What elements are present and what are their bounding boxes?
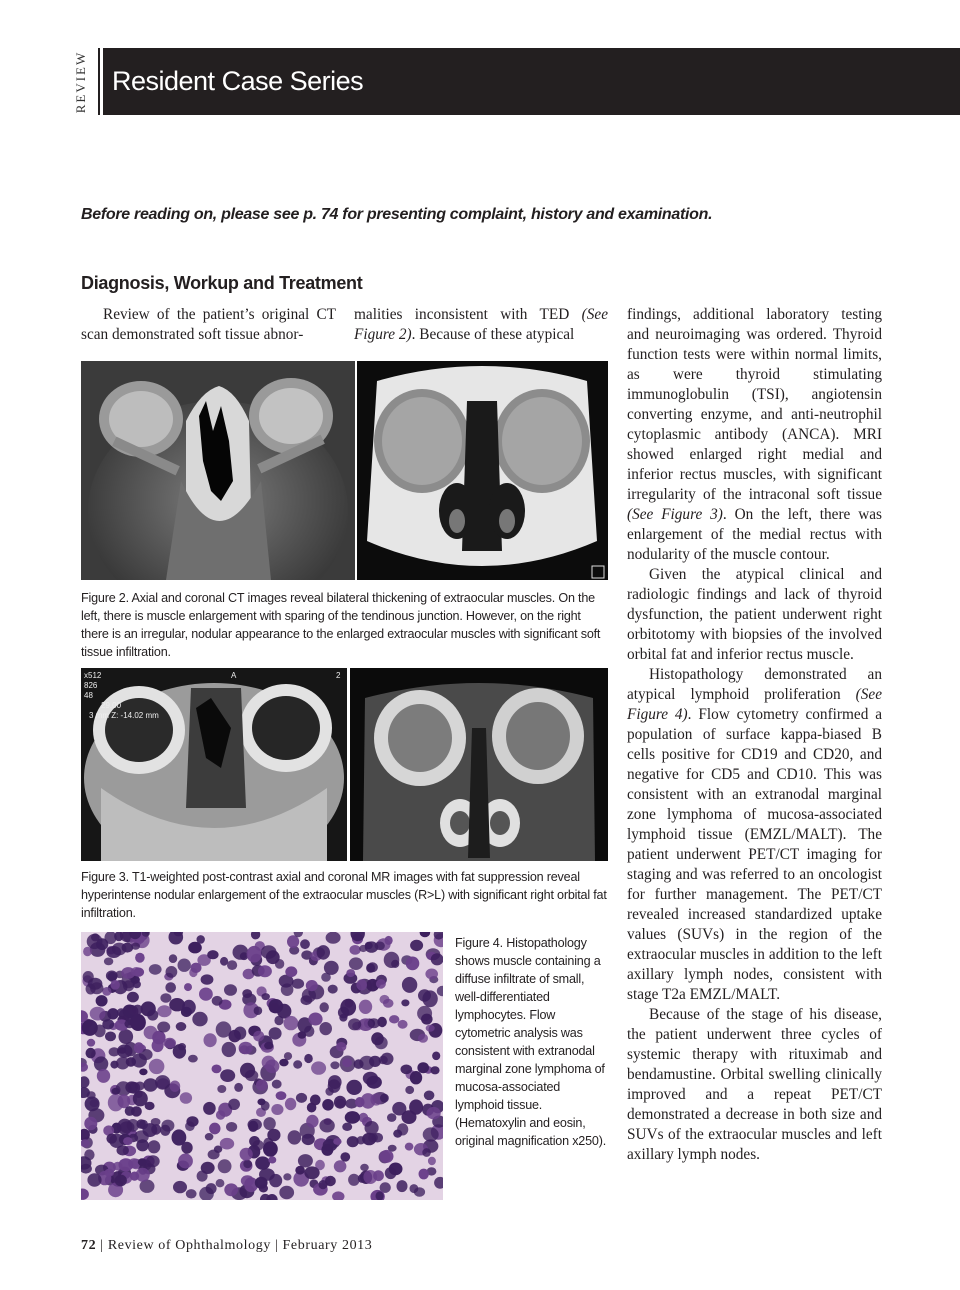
nucleus-mark [293, 1060, 302, 1068]
nucleus-mark [284, 1016, 299, 1030]
nucleus-mark [91, 933, 100, 941]
nucleus-mark [131, 943, 140, 950]
nucleus-mark [241, 1175, 254, 1186]
nucleus-mark [380, 995, 390, 1004]
overlay-text: 29.00 [101, 701, 122, 710]
nucleus-mark [401, 999, 409, 1006]
nucleus-mark [405, 1086, 414, 1094]
nucleus-mark [97, 1069, 110, 1083]
nucleus-mark [376, 1191, 384, 1200]
nucleus-mark [418, 1034, 428, 1043]
page-title: Resident Case Series [112, 66, 364, 96]
nucleus-mark [247, 946, 262, 963]
nucleus-mark [82, 1020, 98, 1036]
nucleus-mark [405, 1143, 414, 1151]
nucleus-mark [217, 1085, 226, 1093]
section-label: REVIEW [73, 50, 88, 114]
nucleus-mark [300, 939, 310, 949]
nucleus-mark [379, 1056, 388, 1064]
nucleus-mark [106, 1134, 117, 1144]
nucleus-mark [427, 1107, 441, 1119]
nucleus-mark [83, 971, 94, 983]
nucleus-mark [123, 980, 134, 991]
nucleus-mark [104, 958, 113, 966]
nucleus-mark [348, 1174, 360, 1186]
nucleus-mark [149, 1059, 165, 1074]
nucleus-mark [188, 1055, 198, 1063]
nucleus-mark [402, 977, 417, 993]
nucleus-mark [385, 1167, 397, 1179]
nucleus-mark [349, 957, 363, 970]
nucleus-mark [426, 1025, 435, 1032]
nucleus-mark [428, 1157, 436, 1165]
nucleus-mark [240, 1148, 253, 1161]
nucleus-mark [146, 1155, 160, 1167]
nucleus-mark [375, 942, 385, 951]
nucleus-mark [264, 1042, 273, 1050]
nucleus-mark [96, 995, 108, 1006]
nucleus-mark [373, 1170, 384, 1181]
nucleus-mark [285, 966, 297, 977]
nucleus-mark [133, 980, 141, 988]
nucleus-mark [170, 1081, 181, 1092]
nucleus-mark [199, 988, 213, 1001]
nucleus-mark [201, 974, 214, 984]
nucleus-mark [155, 1075, 170, 1090]
overlay-text: 826 [84, 681, 98, 690]
ct-coronal-image [357, 361, 608, 580]
nucleus-mark [283, 1173, 291, 1180]
paragraph: Histopathology demonstrated an atypical lymphoid proliferation (See Figure 4). Flow cytometry confirmed a population of surface kappa-biased B cells positive for CD19 and CD20, and negative for CD5 and CD10. This was consistent with an extranodal marginal zone lymphoma of mucosa-associated lymphoid tissue (EMZL/MALT). The patient underwent PET/CT imaging for staging and was referred to an oncologist for further management. The PET/CT revealed increased standardized uptake values (SUVs) in the region of the extraocular muscles in addition to the left axillary lymph nodes, consistent with stage T2a EMZL/MALT. [627, 666, 882, 1003]
nucleus-mark [178, 1154, 193, 1169]
nucleus-mark [292, 979, 304, 989]
nucleus-mark [228, 1099, 240, 1110]
paragraph: Given the atypical clinical and radiologic findings and lack of thyroid dysfunction, the patient underwent right orbitotomy with biopsies of the involved orbital fat and inferior rectus muscle. [627, 566, 882, 663]
nucleus-mark [363, 1072, 378, 1085]
nucleus-mark [218, 1159, 232, 1173]
journal-name: Review of Ophthalmology [107, 1238, 271, 1253]
histology-cells [81, 932, 443, 1200]
nucleus-mark [423, 1127, 439, 1141]
nucleus-mark [410, 940, 423, 951]
nucleus-mark [276, 1091, 287, 1100]
nucleus-mark [130, 1014, 146, 1031]
nucleus-mark [233, 945, 249, 960]
nucleus-mark [268, 999, 283, 1013]
nucleus-mark [328, 985, 338, 994]
nucleus-mark [207, 950, 218, 959]
overlay-text: x512 [84, 671, 102, 680]
nucleus-mark [417, 1006, 432, 1021]
nucleus-mark [212, 996, 223, 1006]
nucleus-mark [377, 1017, 387, 1027]
nucleus-mark [287, 935, 299, 948]
nucleus-mark [322, 1099, 334, 1111]
nucleus-mark [220, 1138, 234, 1150]
histopathology-image [81, 932, 443, 1200]
figure-3-caption: Figure 3. T1-weighted post-contrast axial and coronal MR images with fat suppression reveal hyperintense nodular enlargement of the extraocular muscles (R>L) with significant right orbital fat infiltration. [81, 870, 607, 920]
nucleus-mark [115, 1175, 127, 1187]
nucleus-mark [216, 1179, 225, 1187]
page-number: 72 [81, 1238, 97, 1253]
nucleus-mark [191, 963, 202, 973]
paragraph: Because of the stage of his disease, the patient underwent three cycles of systemic therapy with rituximab and bendamustine. Orbital swelling clinically improved and a repeat PET/CT demonstrated a decrease in both size and SUVs of the extraocular muscles and left axillary lymph nodes. [627, 1006, 882, 1163]
nucleus-mark [330, 1061, 339, 1069]
overlay-text: 2 [336, 671, 341, 680]
nucleus-mark [147, 1010, 158, 1021]
nucleus-mark [109, 1047, 120, 1056]
nucleus-mark [334, 1160, 347, 1172]
section-heading: Diagnosis, Workup and Treatment [81, 273, 363, 293]
nucleus-mark [173, 1181, 187, 1193]
nucleus-mark [269, 1027, 282, 1039]
nucleus-mark [268, 1156, 276, 1163]
nucleus-mark [102, 1019, 114, 1029]
nucleus-mark [398, 1020, 408, 1029]
nucleus-mark [106, 946, 121, 958]
nucleus-mark [165, 982, 176, 993]
nucleus-mark [248, 1119, 262, 1131]
nucleus-mark [345, 1111, 360, 1124]
nucleus-mark [319, 1119, 334, 1133]
nucleus-mark [206, 1183, 217, 1194]
nucleus-mark [192, 1012, 207, 1027]
intro-note: Before reading on, please see p. 74 for presenting complaint, history and examination. [81, 206, 713, 223]
nucleus-mark [254, 1006, 263, 1015]
nucleus-mark [422, 1148, 431, 1157]
nucleus-mark [253, 1031, 264, 1042]
nucleus-mark [262, 1056, 276, 1070]
nucleus-mark [256, 1079, 268, 1090]
nucleus-mark [186, 1189, 197, 1198]
nucleus-mark [342, 1123, 352, 1131]
nucleus-mark [319, 1022, 332, 1035]
nucleus-mark [333, 1138, 341, 1145]
figure-reference: (See Figure 4) [627, 686, 882, 723]
nucleus-mark [298, 1154, 313, 1167]
nucleus-mark [157, 1005, 171, 1017]
nucleus-mark [431, 953, 443, 965]
nucleus-mark [284, 1052, 292, 1060]
nucleus-mark [389, 1015, 399, 1023]
nucleus-mark [132, 1005, 143, 1015]
nucleus-mark [94, 1056, 108, 1071]
nucleus-mark [310, 1095, 321, 1106]
nucleus-mark [138, 1158, 147, 1166]
nucleus-mark [340, 1152, 350, 1161]
nucleus-mark [311, 1061, 326, 1074]
ct-axial-image [81, 361, 355, 580]
nucleus-mark [169, 954, 177, 963]
nucleus-mark [90, 1007, 106, 1021]
nucleus-mark [203, 1102, 216, 1115]
nucleus-mark [308, 1013, 322, 1026]
nucleus-mark [409, 1099, 423, 1114]
nucleus-mark [229, 1030, 241, 1043]
nucleus-mark [417, 1062, 429, 1073]
nucleus-mark [304, 1166, 319, 1179]
nucleus-mark [432, 1052, 440, 1061]
nucleus-mark [182, 1000, 196, 1015]
nucleus-mark [384, 952, 400, 968]
nucleus-mark [258, 965, 272, 977]
nucleus-mark [392, 1102, 406, 1116]
nucleus-mark [134, 1042, 144, 1053]
nucleus-mark [188, 942, 202, 954]
figure-reference: (See Figure 3) [627, 506, 723, 523]
nucleus-mark [414, 1187, 425, 1197]
nucleus-mark [205, 1133, 214, 1140]
nucleus-mark [125, 1106, 135, 1116]
nucleus-mark [127, 992, 139, 1003]
nucleus-mark [132, 1053, 147, 1067]
nucleus-mark [272, 1080, 282, 1089]
nucleus-mark [324, 961, 339, 975]
nucleus-mark [269, 1174, 282, 1187]
paragraph: findings, additional laboratory testing and neuroimaging was ordered. Thyroid function tests were within normal limits, as were thyroid stimulating immunoglobulin (TSI), angiotensin converting enzyme, and anti-neutrophil cytoplasmic antibody (ANCA). MRI showed enlarged right medial and inferior rectus muscles, with significant irregularity of the intraconal soft tissue (See Figure 3). On the left, there was enlargement of the medial rectus with nodularity of the muscle contour. [627, 306, 882, 563]
nucleus-mark [163, 1038, 176, 1048]
nucleus-mark [288, 1130, 302, 1144]
nucleus-mark [135, 1082, 145, 1091]
nucleus-mark [266, 950, 280, 964]
nucleus-mark [117, 1145, 129, 1155]
nucleus-mark [393, 1130, 402, 1138]
figure-4-caption: Figure 4. Histopathology shows muscle containing a diffuse infiltrate of small, well-differentiated lymphocytes. Flow cytometric analysis was consistent with extranodal marginal zone lymphoma of mucosa-associated lymphoid tissue. (Hematoxylin and eosin, original magnification x250). [455, 936, 607, 1148]
nucleus-mark [387, 1113, 396, 1122]
nucleus-mark [234, 1083, 243, 1092]
nucleus-mark [85, 1097, 100, 1112]
nucleus-mark [425, 969, 438, 980]
nucleus-mark [186, 1116, 198, 1127]
nucleus-mark [84, 1117, 97, 1130]
nucleus-mark [180, 1092, 192, 1104]
nucleus-mark [131, 967, 142, 976]
nucleus-mark [87, 1039, 95, 1047]
nucleus-mark [242, 989, 252, 998]
header-rule [98, 48, 100, 115]
mr-axial-image [81, 668, 347, 861]
paragraph: Review of the patient’s original CT scan demonstrated soft tissue abnor- [81, 306, 336, 343]
nucleus-mark [161, 1120, 174, 1132]
nucleus-mark [410, 1071, 422, 1084]
text-column-3 [627, 305, 882, 1165]
figure-reference: (See Figure 2) [354, 306, 608, 343]
nucleus-mark [220, 957, 228, 966]
nucleus-mark [325, 1176, 336, 1186]
nucleus-mark [249, 1136, 260, 1147]
nucleus-mark [401, 1065, 413, 1075]
nucleus-mark [424, 1091, 435, 1101]
nucleus-mark [148, 1140, 161, 1153]
nucleus-mark [263, 1138, 273, 1149]
paragraph: malities inconsistent with TED (See Figure 2). Because of these atypical [354, 306, 608, 343]
text-column-2 [354, 305, 608, 345]
nucleus-mark [245, 1070, 258, 1081]
nucleus-mark [262, 993, 270, 1000]
nucleus-mark [380, 1150, 394, 1163]
nucleus-mark [239, 1042, 253, 1055]
nucleus-mark [342, 1058, 352, 1067]
nucleus-mark [139, 1069, 147, 1076]
nucleus-mark [257, 1099, 265, 1106]
nucleus-mark [356, 979, 367, 990]
nucleus-mark [334, 1096, 346, 1109]
nucleus-mark [376, 979, 386, 989]
nucleus-mark [144, 1026, 158, 1039]
nucleus-mark [226, 1122, 237, 1132]
overlay-text: A [231, 671, 237, 680]
overlay-text: 3 mm Z: -14.02 mm [89, 711, 159, 720]
nucleus-mark [152, 1039, 164, 1052]
overlay-text: 48 [84, 691, 93, 700]
text-column-1 [81, 305, 336, 345]
page-footer: 72 | Review of Ophthalmology | February 2013 [81, 1238, 373, 1253]
nucleus-mark [178, 1043, 186, 1050]
nucleus-mark [220, 1069, 235, 1082]
nucleus-mark [135, 953, 145, 963]
nucleus-mark [136, 1168, 150, 1182]
nucleus-mark [422, 990, 437, 1007]
nucleus-mark [365, 1121, 379, 1135]
nucleus-mark [296, 1093, 307, 1103]
nucleus-mark [222, 1042, 236, 1057]
nucleus-mark [326, 932, 341, 944]
nucleus-mark [86, 1048, 96, 1059]
nucleus-mark [346, 1080, 362, 1095]
nucleus-mark [346, 969, 355, 977]
nucleus-mark [255, 1156, 270, 1169]
nucleus-mark [151, 1124, 161, 1135]
nucleus-mark [87, 1173, 101, 1186]
nucleus-mark [119, 1029, 134, 1044]
nucleus-mark [320, 1002, 329, 1012]
nucleus-mark [271, 1104, 283, 1115]
figure-2-caption: Figure 2. Axial and coronal CT images reveal bilateral thickening of extraocular muscles. On the left, there is muscle enlargement with sparing of the tendinous junction. However, on the right there is an irregular, nodular appearance to the enlarged extraocular muscles with significant soft tissue infiltration. [81, 591, 601, 659]
nucleus-mark [83, 947, 92, 956]
nucleus-mark [176, 1022, 187, 1031]
nucleus-mark [112, 1088, 120, 1095]
nucleus-mark [178, 959, 191, 972]
nucleus-mark [285, 1098, 296, 1110]
nucleus-mark [123, 1137, 133, 1145]
nucleus-mark [317, 945, 330, 960]
nucleus-mark [181, 1142, 192, 1154]
nucleus-mark [166, 966, 178, 978]
nucleus-mark [306, 1115, 318, 1128]
nucleus-mark [306, 980, 318, 991]
nucleus-mark [430, 1066, 439, 1074]
nucleus-mark [255, 1177, 268, 1189]
nucleus-mark [104, 1169, 114, 1177]
nucleus-mark [227, 960, 237, 970]
nucleus-mark [419, 1169, 429, 1180]
nucleus-mark [105, 1032, 116, 1042]
nucleus-mark [340, 999, 356, 1016]
nucleus-mark [263, 1117, 275, 1130]
nucleus-mark [304, 1054, 313, 1063]
nucleus-mark [279, 1186, 294, 1199]
nucleus-mark [367, 962, 378, 972]
nucleus-mark [102, 987, 111, 996]
nucleus-mark [371, 1032, 384, 1045]
nucleus-mark [365, 942, 373, 950]
nucleus-mark [350, 945, 361, 955]
nucleus-mark [348, 1018, 361, 1030]
nucleus-mark [336, 1042, 346, 1051]
nucleus-mark [397, 1180, 408, 1192]
issue-date: February 2013 [282, 1238, 373, 1253]
nucleus-mark [149, 964, 162, 975]
nucleus-mark [143, 1078, 157, 1091]
nucleus-mark [90, 982, 103, 994]
nucleus-mark [380, 1094, 389, 1103]
nucleus-mark [133, 1091, 148, 1107]
nucleus-mark [212, 1065, 222, 1074]
nucleus-mark [243, 1160, 252, 1168]
nucleus-mark [360, 1164, 369, 1171]
nucleus-mark [224, 1183, 238, 1196]
nucleus-mark [359, 1000, 372, 1014]
nucleus-mark [160, 993, 171, 1003]
nucleus-mark [209, 1123, 220, 1135]
nucleus-mark [111, 980, 120, 990]
nucleus-mark [406, 957, 420, 971]
nucleus-mark [224, 984, 237, 996]
nucleus-mark [204, 1033, 217, 1047]
nucleus-mark [184, 983, 192, 991]
nucleus-mark [197, 1171, 208, 1182]
nucleus-mark [328, 1079, 341, 1093]
mr-coronal-image [350, 668, 608, 861]
nucleus-mark [157, 1022, 170, 1033]
